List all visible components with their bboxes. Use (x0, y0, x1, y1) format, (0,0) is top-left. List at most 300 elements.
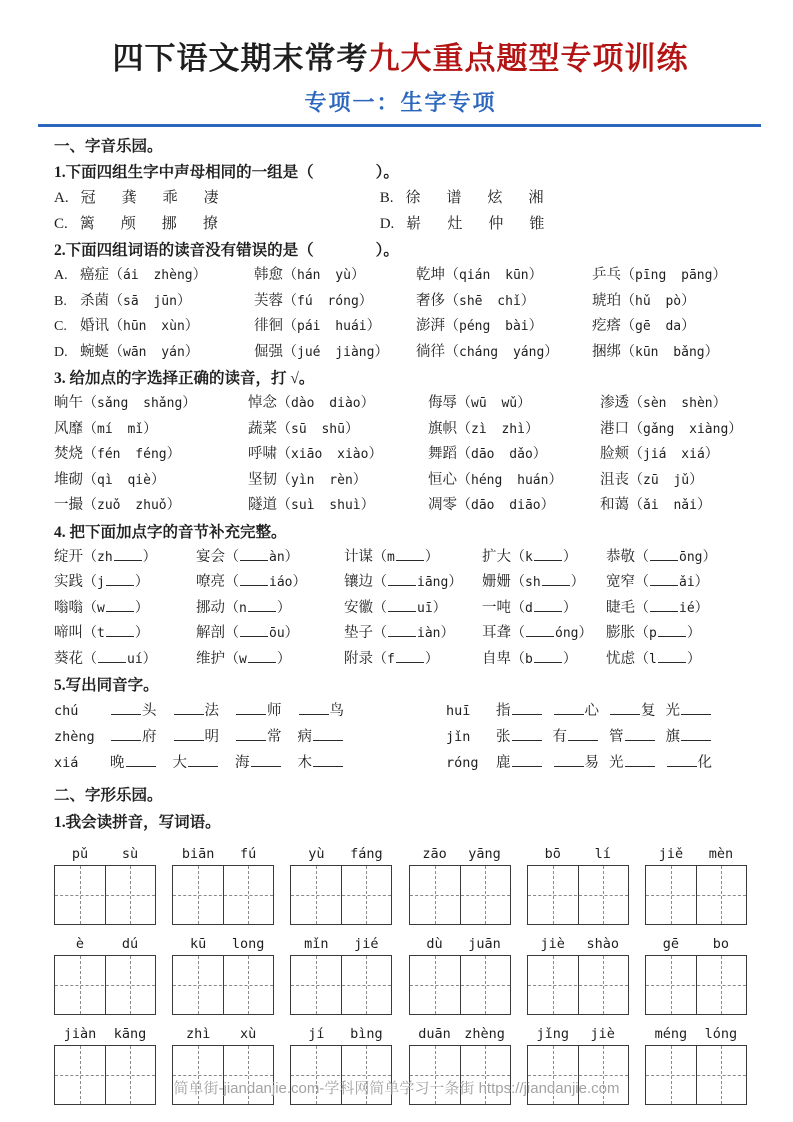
open-bracket: （ (445, 268, 459, 284)
pinyin-text: j (97, 575, 135, 590)
syllable-fill-item (606, 545, 747, 571)
option-char: 篱 (79, 216, 95, 233)
open-bracket: （ (635, 600, 649, 616)
q5-cell: 府 (110, 724, 157, 750)
q5-cell: 易 (553, 750, 600, 776)
answer-blank (568, 727, 598, 741)
pinyin-text: f (387, 652, 425, 667)
q5-cell: 心 (553, 698, 600, 724)
open-bracket: （ (225, 600, 239, 616)
writing-group (527, 936, 629, 1015)
pinyin-text: iàn (387, 626, 440, 641)
box-guide-line (173, 895, 273, 896)
syllable-fill-item (196, 647, 344, 673)
close-bracket: ） (702, 549, 717, 565)
q4-items (54, 545, 747, 673)
answer-blank (248, 598, 276, 612)
section-1-heading: 一、字音乐园。 (54, 138, 163, 156)
q1-stem: 1.下面四组生字中声母相同的一组是（ ）。 (54, 164, 399, 182)
pinyin-text: hūn xùn (123, 319, 185, 335)
q5-cell: 有 (553, 724, 600, 750)
pinyin-text: suì shuì (291, 498, 361, 514)
open-bracket: （ (83, 498, 97, 514)
close-bracket: ） (276, 651, 291, 667)
answer-blank (111, 701, 141, 715)
open-bracket: （ (635, 626, 649, 642)
pinyin-label (290, 1026, 392, 1042)
pinyin-syllable: jí (308, 1026, 325, 1043)
box-guide-line (80, 866, 81, 924)
pinyin-text: w (97, 601, 135, 616)
word-pinyin-item (592, 289, 747, 315)
open-bracket: （ (283, 268, 297, 284)
q5-row (54, 750, 747, 776)
q2-option-row (54, 263, 747, 289)
close-bracket: ） (142, 651, 157, 667)
word-pinyin-item (80, 289, 254, 315)
syllable-fill-item (54, 596, 196, 622)
pinyin-label (290, 846, 392, 862)
writing-box (290, 865, 392, 925)
box-guide-line (646, 985, 746, 986)
pinyin-syllable: jiè (540, 936, 565, 953)
option-char: 挪 (161, 216, 177, 233)
word-text: 恒心 (428, 471, 457, 488)
word-text: 沮丧 (600, 471, 629, 488)
pinyin-label (527, 936, 629, 952)
close-bracket: ） (694, 575, 709, 591)
box-guide-line (291, 895, 391, 896)
answer-blank (512, 753, 542, 767)
syllable-fill-item (482, 570, 606, 596)
close-bracket: ） (192, 268, 207, 284)
close-bracket: ） (134, 600, 149, 616)
open-bracket: （ (511, 600, 525, 616)
question-2 (54, 238, 747, 365)
close-bracket: ） (448, 575, 463, 591)
option-label: C. (54, 319, 67, 335)
box-guide-line (55, 895, 155, 896)
pinyin-syllable: jiè (590, 1026, 615, 1043)
syllable-fill-item (344, 545, 482, 571)
pinyin-text: m (387, 550, 425, 565)
close-bracket: ） (142, 549, 157, 565)
pinyin-syllable: méng (654, 1026, 688, 1043)
answer-blank (526, 623, 554, 637)
word-text: 疙瘩 (592, 318, 621, 335)
syllable-fill-item (606, 621, 747, 647)
pinyin-label: chú (54, 703, 79, 720)
open-bracket: （ (629, 396, 643, 412)
syllable-fill-item (196, 570, 344, 596)
page-title (54, 40, 747, 77)
writing-box (409, 865, 511, 925)
word-text: 宴会 (196, 548, 225, 565)
word-pinyin-item (248, 468, 428, 494)
q1-option-row (54, 185, 747, 211)
open-bracket: （ (511, 549, 525, 565)
answer-blank (174, 701, 204, 715)
word-text: 徘徊 (254, 318, 283, 335)
pinyin-text: sèn shèn (643, 396, 713, 412)
writing-group (172, 846, 274, 925)
pinyin-label (527, 1026, 629, 1042)
writing-group (290, 936, 392, 1015)
writing-box (54, 865, 156, 925)
box-guide-line (435, 956, 436, 1014)
word-text: 绽开 (54, 548, 83, 565)
pinyin-text: óng (525, 626, 578, 641)
box-guide-line (410, 895, 510, 896)
question-1 (54, 160, 747, 237)
open-bracket: （ (83, 651, 97, 667)
close-bracket: ） (284, 626, 299, 642)
open-bracket: （ (109, 293, 123, 309)
close-bracket: ） (704, 447, 719, 463)
q5-cell: 旗 (666, 724, 713, 750)
box-guide-line (553, 866, 554, 924)
box-guide-line (603, 956, 604, 1014)
answer-blank (534, 649, 562, 663)
open-bracket: （ (629, 472, 643, 488)
pinyin-text: l (649, 652, 687, 667)
word-pinyin-item (54, 493, 248, 519)
box-guide-line (553, 956, 554, 1014)
question-6 (54, 810, 747, 1105)
q1-option (54, 185, 380, 211)
pinyin-syllable: jiàn (63, 1026, 97, 1043)
word-pinyin-item (592, 340, 747, 366)
pinyin-text: b (525, 652, 563, 667)
pinyin-text: mí mǐ (97, 421, 144, 437)
close-bracket: ） (166, 447, 181, 463)
writing-box (172, 865, 274, 925)
answer-blank (554, 753, 584, 767)
answer-blank (240, 572, 268, 586)
close-bracket: ） (182, 396, 197, 412)
pinyin-text: uī (387, 601, 433, 616)
word-text: 凋零 (428, 497, 457, 514)
pinyin-text: gē da (635, 319, 682, 335)
q3-stem: 3. 给加点的字选择正确的读音，打 √。 (54, 370, 315, 388)
word-pinyin-item (428, 493, 600, 519)
word-text: 姗姗 (482, 574, 511, 591)
q5-cell: 木 (298, 750, 345, 776)
answer-blank (388, 598, 416, 612)
open-bracket: （ (277, 421, 291, 437)
open-bracket: （ (445, 319, 459, 335)
word-pinyin-item (248, 442, 428, 468)
blue-rule (38, 124, 761, 127)
open-bracket: （ (83, 575, 97, 591)
writing-box (645, 955, 747, 1015)
word-pinyin-item (254, 314, 416, 340)
q5-cell: 病 (298, 724, 345, 750)
q1-option (380, 185, 706, 211)
pinyin-text: péng bài (459, 319, 529, 335)
q2-options (54, 263, 747, 365)
syllable-fill-item (54, 647, 196, 673)
open-bracket: （ (225, 575, 239, 591)
pinyin-text: cháng yáng (459, 344, 545, 360)
close-bracket: ） (712, 268, 727, 284)
close-bracket: ） (150, 472, 165, 488)
pinyin-text: zuǒ zhuǒ (97, 498, 167, 514)
pinyin-syllable: è (75, 936, 85, 953)
word-text: 澎湃 (416, 318, 445, 335)
syllable-fill-item (606, 647, 747, 673)
answer-blank (650, 547, 678, 561)
word-text: 挪动 (196, 599, 225, 616)
syllable-fill-item (344, 596, 482, 622)
open-bracket: （ (457, 498, 471, 514)
pinyin-text: ǎi nǎi (643, 498, 697, 514)
box-guide-line (485, 956, 486, 1014)
word-text: 垫子 (344, 625, 373, 642)
answer-blank (236, 727, 266, 741)
answer-blank (650, 598, 678, 612)
close-bracket: ） (686, 651, 701, 667)
pinyin-syllable: sù (121, 846, 139, 863)
option-label: A. (54, 268, 68, 284)
pinyin-syllable: bìng (350, 1026, 383, 1043)
word-pinyin-item (248, 391, 428, 417)
option-char: 谱 (446, 190, 462, 207)
word-pinyin-item (54, 417, 248, 443)
pinyin-label (645, 936, 747, 952)
word-text: 扩大 (482, 548, 511, 565)
open-bracket: （ (511, 575, 525, 591)
answer-blank (313, 727, 343, 741)
pinyin-label (172, 936, 274, 952)
word-pinyin-item (254, 263, 416, 289)
close-bracket: ） (374, 344, 389, 360)
pinyin-syllable: bō (544, 846, 561, 863)
word-pinyin-item (600, 391, 747, 417)
answer-blank (681, 727, 711, 741)
answer-blank (248, 649, 276, 663)
word-text: 风靡 (54, 420, 83, 437)
open-bracket: （ (445, 344, 459, 360)
answer-blank (98, 649, 126, 663)
pinyin-syllable: bo (712, 936, 730, 953)
open-bracket: （ (83, 600, 97, 616)
word-pinyin-item (416, 340, 592, 366)
word-text: 一撮 (54, 497, 83, 514)
word-text: 和蔼 (600, 497, 629, 514)
pinyin-text: héng huán (471, 472, 549, 488)
option-char: 龚 (121, 190, 137, 207)
q5-cell: 晚 (110, 750, 157, 776)
pinyin-syllable: jié (354, 936, 379, 953)
pinyin-text: wān yán (123, 344, 185, 360)
word-text: 嗡嗡 (54, 599, 83, 616)
q5-cell: 光 (609, 750, 656, 776)
pinyin-syllable: kāng (113, 1026, 147, 1043)
q5-row (54, 724, 747, 750)
q5-cell: 管 (609, 724, 656, 750)
pinyin-syllable: xù (240, 1026, 257, 1043)
close-bracket: ） (134, 626, 149, 642)
word-text: 啼叫 (54, 625, 83, 642)
open-bracket: （ (225, 626, 239, 642)
writing-group (645, 846, 747, 925)
pinyin-text: k (525, 550, 563, 565)
pinyin-text: fú róng (297, 293, 359, 309)
word-pinyin-item (80, 340, 254, 366)
close-bracket: ） (366, 319, 381, 335)
close-bracket: ） (440, 626, 455, 642)
word-text: 徜徉 (416, 343, 445, 360)
open-bracket: （ (83, 549, 97, 565)
syllable-fill-item (606, 596, 747, 622)
q1-option (380, 211, 706, 237)
pinyin-syllable: zhèng (464, 1026, 505, 1043)
answer-blank (106, 623, 134, 637)
open-bracket: （ (277, 447, 291, 463)
word-text: 舞蹈 (428, 446, 457, 463)
close-bracket: ） (292, 575, 307, 591)
box-guide-line (671, 956, 672, 1014)
close-bracket: ） (517, 396, 532, 412)
close-bracket: ） (544, 344, 559, 360)
close-bracket: ） (184, 344, 199, 360)
answer-blank (313, 753, 343, 767)
q6-stem: 1.我会读拼音，写词语。 (54, 814, 221, 832)
answer-blank (650, 572, 678, 586)
answer-blank (299, 701, 329, 715)
pinyin-text: t (97, 626, 135, 641)
open-bracket: （ (373, 575, 387, 591)
word-text: 晌午 (54, 395, 83, 412)
answer-blank (658, 623, 686, 637)
open-bracket: （ (621, 319, 635, 335)
close-bracket: ） (184, 319, 199, 335)
word-text: 忧虑 (606, 650, 635, 667)
word-text: 乾坤 (416, 267, 445, 284)
word-text: 蔬菜 (248, 420, 277, 437)
box-guide-line (721, 956, 722, 1014)
q5-cell: 大 (173, 750, 220, 776)
option-char: 凄 (203, 190, 219, 207)
word-pinyin-item (600, 417, 747, 443)
pinyin-label (645, 846, 747, 862)
open-bracket: （ (83, 626, 97, 642)
box-guide-line (721, 866, 722, 924)
q5-cell: 常 (235, 724, 282, 750)
pinyin-syllable: gē (662, 936, 680, 953)
pinyin-text: iáo (239, 575, 292, 590)
word-text: 韩愈 (254, 267, 283, 284)
close-bracket: ） (520, 293, 535, 309)
pinyin-syllable: mèn (708, 846, 734, 863)
open-bracket: （ (445, 293, 459, 309)
pinyin-label (54, 936, 156, 952)
syllable-fill-item (344, 570, 482, 596)
pinyin-label (172, 846, 274, 862)
word-text: 自卑 (482, 650, 511, 667)
pinyin-syllable: kū (190, 936, 207, 953)
close-bracket: ） (686, 626, 701, 642)
pinyin-text: sh (525, 575, 571, 590)
writing-group (409, 936, 511, 1015)
close-bracket: ） (352, 472, 367, 488)
open-bracket: （ (109, 344, 123, 360)
answer-blank (174, 727, 204, 741)
answer-blank (658, 649, 686, 663)
pinyin-text: shē chǐ (459, 293, 521, 309)
q5-row (54, 698, 747, 724)
box-guide-line (435, 866, 436, 924)
word-text: 镶边 (344, 574, 373, 591)
box-guide-line (55, 985, 155, 986)
close-bracket: ） (696, 498, 711, 514)
q5-cell: 鸟 (298, 698, 345, 724)
open-bracket: （ (83, 447, 97, 463)
q2-stem: 2.下面四组词语的读音没有错误的是（ ）。 (54, 242, 399, 260)
word-text: 解剖 (196, 625, 225, 642)
question-3 (54, 366, 747, 519)
pinyin-text: qì qiè (97, 472, 151, 488)
pinyin-label (409, 1026, 511, 1042)
open-bracket: （ (621, 268, 635, 284)
writing-group (54, 846, 156, 925)
pinyin-text: ié (649, 601, 695, 616)
close-bracket: ） (540, 498, 555, 514)
writing-box (172, 955, 274, 1015)
q5-group (54, 750, 446, 776)
word-text: 蜿蜒 (80, 343, 109, 360)
word-text: 宽窄 (606, 574, 635, 591)
open-bracket: （ (277, 472, 291, 488)
option-char: 乖 (162, 190, 178, 207)
box-guide-line (130, 956, 131, 1014)
close-bracket: ） (360, 396, 375, 412)
option-char: 炫 (487, 190, 503, 207)
open-bracket: （ (629, 421, 643, 437)
writing-group (290, 846, 392, 925)
pinyin-syllable: long (231, 936, 265, 953)
box-guide-line (198, 866, 199, 924)
open-bracket: （ (83, 396, 97, 412)
pinyin-text: gǎng xiàng (643, 421, 729, 437)
open-bracket: （ (621, 344, 635, 360)
q5-cell: 明 (173, 724, 220, 750)
q4-stem: 4. 把下面加点字的音节补充完整。 (54, 523, 287, 541)
word-pinyin-item (428, 442, 600, 468)
answer-blank (236, 701, 266, 715)
syllable-fill-item (54, 545, 196, 571)
q5-cell: 头 (110, 698, 157, 724)
open-bracket: （ (277, 498, 291, 514)
box-guide-line (485, 866, 486, 924)
pinyin-syllable: fú (240, 846, 257, 863)
q5-group (54, 698, 446, 724)
pinyin-text: jué jiàng (297, 344, 375, 360)
close-bracket: ） (424, 651, 439, 667)
syllable-fill-item (482, 621, 606, 647)
open-bracket: （ (635, 651, 649, 667)
pinyin-text: dào diào (291, 396, 361, 412)
pinyin-syllable: shào (586, 936, 619, 953)
pinyin-text: pái huái (297, 319, 367, 335)
word-pinyin-item (428, 417, 600, 443)
pinyin-text: ōu (239, 626, 285, 641)
answer-blank (681, 701, 711, 715)
answer-blank (534, 547, 562, 561)
word-pinyin-item (600, 442, 747, 468)
option-label: B. (54, 293, 67, 309)
